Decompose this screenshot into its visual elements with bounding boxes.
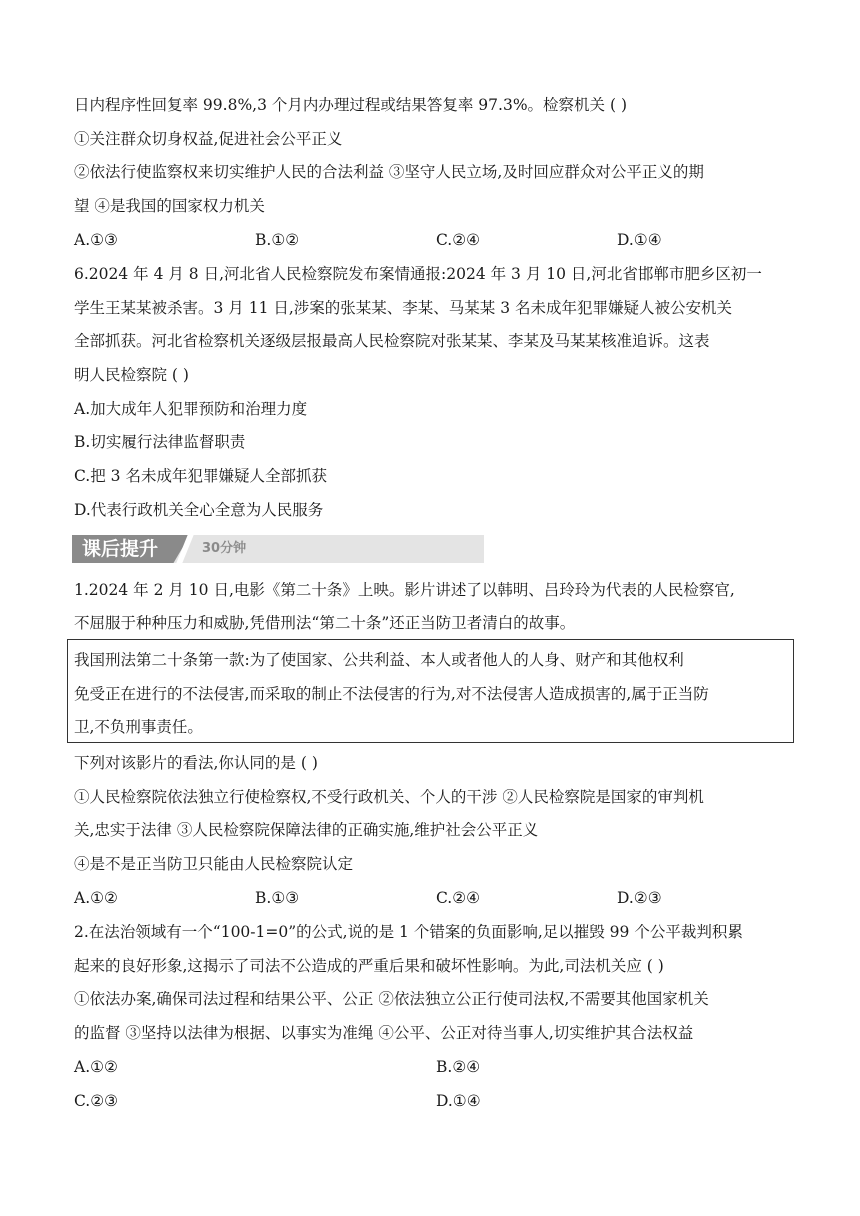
q1-statements-2-3: 关,忠实于法律 ③人民检察院保障法律的正确实施,维护社会公平正义: [74, 821, 539, 839]
q5-option-a[interactable]: A.①③: [74, 231, 118, 249]
q5-options: [74, 230, 790, 250]
q1-option-a[interactable]: A.①②: [74, 889, 118, 907]
section-banner: [72, 535, 484, 563]
q5-statement-4: 望 ④是我国的国家权力机关: [74, 197, 265, 215]
q2-stem-line-2: 起来的良好形象,这揭示了司法不公造成的严重后果和破坏性影响。为此,司法机关应 ( ): [74, 957, 664, 975]
q2-stem-line-1: 2.在法治领域有一个“100-1=0”的公式,说的是 1 个错案的负面影响,足以摧毁 99 个公平裁判积累: [74, 923, 743, 941]
q5-statement-1: ①关注群众切身权益,促进社会公平正义: [74, 130, 343, 148]
q6-stem-line-1: 6.2024 年 4 月 8 日,河北省人民检察院发布案情通报:2024 年 3 月 10 日,河北省邯郸市肥乡区初一: [74, 265, 762, 283]
q6-stem-line-3: 全部抓获。河北省检察机关逐级层报最高人民检察院对张某某、李某及马某某核准追诉。这表: [74, 332, 710, 350]
q5-statements-2-3: ②依法行使监察权来切实维护人民的合法利益 ③坚守人民立场,及时回应群众对公平正义的期: [74, 163, 704, 181]
q2-options-row-2: [74, 1091, 790, 1111]
q1-option-d[interactable]: D.②③: [617, 889, 662, 907]
law-excerpt-line-1: 我国刑法第二十条第一款:为了使国家、公共利益、本人或者他人的人身、财产和其他权利: [74, 651, 684, 669]
q6-stem-line-2: 学生王某某被杀害。3 月 11 日,涉案的张某某、李某、马某某 3 名未成年犯罪嫌疑人被公安机关: [74, 299, 733, 317]
q1-stem-line-1: 1.2024 年 2 月 10 日,电影《第二十条》上映。影片讲述了以韩明、吕玲玲为代表的人民检察官,: [74, 581, 735, 599]
q5-option-c[interactable]: C.②④: [436, 231, 481, 249]
q5-option-d[interactable]: D.①④: [617, 231, 662, 249]
q1-option-b[interactable]: B.①③: [255, 889, 300, 907]
q2-statements-3-4: 的监督 ③坚持以法律为根据、以事实为准绳 ④公平、公正对待当事人,切实维护其合法权益: [74, 1024, 694, 1042]
law-excerpt-line-2: 免受正在进行的不法侵害,而采取的制止不法侵害的行为,对不法侵害人造成损害的,属于正当防: [74, 685, 709, 703]
q1-statement-4: ④是不是正当防卫只能由人民检察院认定: [74, 855, 354, 873]
q1-options: [74, 888, 790, 908]
q5-option-b[interactable]: B.①②: [255, 231, 300, 249]
q2-option-c[interactable]: C.②③: [74, 1092, 119, 1110]
q1-question: 下列对该影片的看法,你认同的是 ( ): [74, 754, 318, 772]
q5-stem-tail: 日内程序性回复率 99.8%,3 个月内办理过程或结果答复率 97.3%。检察机关 ( ): [74, 96, 627, 114]
q2-statements-1-2: ①依法办案,确保司法过程和结果公平、公正 ②依法独立公正行使司法权,不需要其他国家机关: [74, 990, 709, 1008]
q1-statements-1-2: ①人民检察院依法独立行使检察权,不受行政机关、个人的干涉 ②人民检察院是国家的审判机: [74, 788, 704, 806]
time-limit: 30分钟: [202, 541, 247, 556]
q2-options-row-1: [74, 1057, 790, 1077]
q6-option-a[interactable]: A.加大成年人犯罪预防和治理力度: [74, 400, 308, 418]
q6-option-c[interactable]: C.把 3 名未成年犯罪嫌疑人全部抓获: [74, 467, 327, 485]
q6-option-d[interactable]: D.代表行政机关全心全意为人民服务: [74, 501, 324, 519]
law-excerpt-line-3: 卫,不负刑事责任。: [74, 718, 203, 736]
q2-option-a[interactable]: A.①②: [74, 1058, 118, 1076]
q1-option-c[interactable]: C.②④: [436, 889, 481, 907]
q2-option-b[interactable]: B.②④: [436, 1058, 481, 1076]
q1-stem-line-2: 不屈服于种种压力和威胁,凭借刑法“第二十条”还正当防卫者清白的故事。: [74, 614, 576, 632]
q2-option-d[interactable]: D.①④: [436, 1092, 481, 1110]
q6-option-b[interactable]: B.切实履行法律监督职责: [74, 433, 246, 451]
q6-stem-line-4: 明人民检察院 ( ): [74, 366, 189, 384]
section-title: 课后提升: [82, 538, 159, 560]
